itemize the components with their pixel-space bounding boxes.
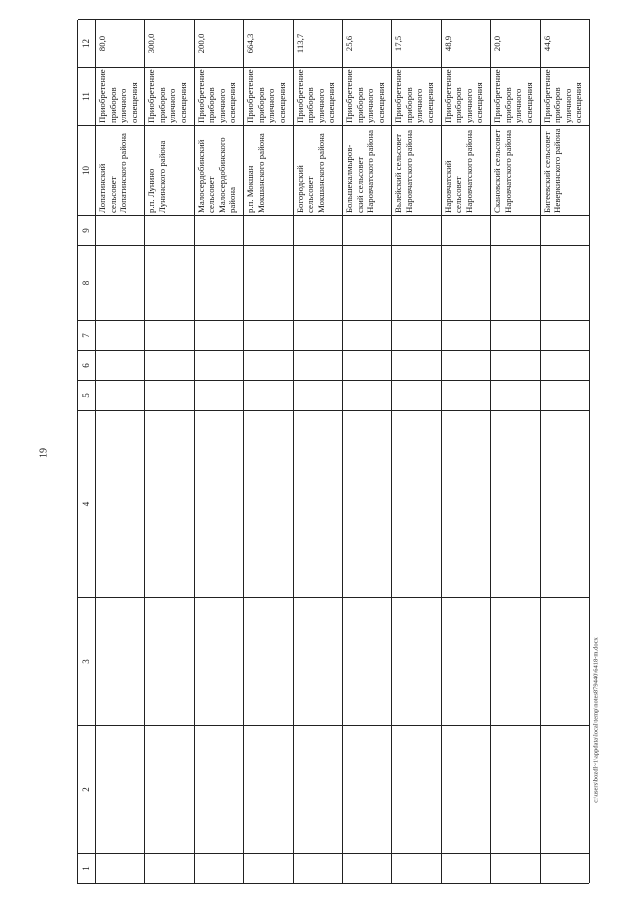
- recipient-cell: Малосердобинский сельсовет Малосердобинского района: [195, 125, 244, 215]
- empty-cell: [294, 380, 343, 410]
- amount-cell: 25,6: [343, 19, 392, 67]
- empty-cell: [195, 597, 244, 725]
- empty-cell: [244, 320, 293, 350]
- empty-cell: [294, 410, 343, 597]
- empty-cell: [195, 380, 244, 410]
- column-number-header: 11: [78, 67, 96, 125]
- purpose-cell: Приобретение приборов уличного освещения: [442, 67, 491, 125]
- empty-cell: [392, 853, 441, 883]
- empty-cell: [541, 320, 590, 350]
- recipient-cell: Вьлейский сельсовет Наровчатского района: [392, 125, 441, 215]
- empty-cell: [195, 410, 244, 597]
- column-number-header: 1: [78, 853, 96, 883]
- empty-cell: [491, 725, 540, 853]
- empty-cell: [145, 725, 194, 853]
- empty-cell: [541, 380, 590, 410]
- empty-cell: [96, 725, 145, 853]
- empty-cell: [145, 320, 194, 350]
- empty-cell: [491, 410, 540, 597]
- empty-cell: [145, 410, 194, 597]
- empty-cell: [343, 350, 392, 380]
- empty-cell: [491, 320, 540, 350]
- empty-cell: [244, 597, 293, 725]
- amount-cell: 664,3: [244, 19, 293, 67]
- empty-cell: [392, 350, 441, 380]
- empty-cell: [392, 215, 441, 245]
- column-number-header: 5: [78, 380, 96, 410]
- amount-cell: 200,0: [195, 19, 244, 67]
- purpose-cell: Приобретение приборов уличного освещения: [96, 67, 145, 125]
- empty-cell: [294, 853, 343, 883]
- empty-cell: [491, 350, 540, 380]
- empty-cell: [392, 320, 441, 350]
- recipient-cell: Большекалмыров-ский сельсовет Наровчатского района: [343, 125, 392, 215]
- amount-cell: 80,0: [96, 19, 145, 67]
- empty-cell: [195, 215, 244, 245]
- empty-cell: [541, 853, 590, 883]
- column-number-header: 2: [78, 725, 96, 853]
- column-number-header: 4: [78, 410, 96, 597]
- empty-cell: [96, 410, 145, 597]
- empty-cell: [145, 350, 194, 380]
- amount-cell: 300,0: [145, 19, 194, 67]
- empty-cell: [442, 410, 491, 597]
- recipient-cell: р.п. Мокшан Мокшанского района: [244, 125, 293, 215]
- recipient-cell: Богородский сельсовет Мокшанского района: [294, 125, 343, 215]
- empty-cell: [145, 597, 194, 725]
- empty-cell: [442, 725, 491, 853]
- recipient-cell: Бигеевский сельсовет Неверкинского района: [541, 125, 590, 215]
- empty-cell: [294, 597, 343, 725]
- empty-cell: [442, 853, 491, 883]
- column-number-header: 3: [78, 597, 96, 725]
- empty-cell: [541, 410, 590, 597]
- empty-cell: [145, 380, 194, 410]
- empty-cell: [244, 245, 293, 320]
- footer-file-path: c:\users\bozdl~1\appdata\local\temp\notes879440\6418-m.docx: [592, 637, 600, 803]
- empty-cell: [96, 853, 145, 883]
- empty-cell: [442, 380, 491, 410]
- purpose-cell: Приобретение приборов уличного освещения: [343, 67, 392, 125]
- recipient-cell: Скановский сельсовет Наровчатского района: [491, 125, 540, 215]
- column-number-header: 6: [78, 350, 96, 380]
- empty-cell: [442, 597, 491, 725]
- column-number-header: 12: [78, 19, 96, 67]
- empty-cell: [145, 853, 194, 883]
- purpose-cell: Приобретение приборов уличного освещения: [541, 67, 590, 125]
- empty-cell: [96, 320, 145, 350]
- empty-cell: [541, 215, 590, 245]
- empty-cell: [96, 350, 145, 380]
- empty-cell: [195, 245, 244, 320]
- empty-cell: [442, 245, 491, 320]
- empty-cell: [442, 350, 491, 380]
- empty-cell: [343, 380, 392, 410]
- empty-cell: [96, 245, 145, 320]
- empty-cell: [491, 245, 540, 320]
- purpose-cell: Приобретение приборов уличного освещения: [491, 67, 540, 125]
- empty-cell: [343, 410, 392, 597]
- page-number: 19: [38, 448, 50, 458]
- empty-cell: [244, 725, 293, 853]
- empty-cell: [491, 380, 540, 410]
- empty-cell: [294, 215, 343, 245]
- empty-cell: [195, 853, 244, 883]
- purpose-cell: Приобретение приборов уличного освещения: [244, 67, 293, 125]
- empty-cell: [392, 245, 441, 320]
- recipient-cell: Наровчатский сельсовет Наровчатского района: [442, 125, 491, 215]
- empty-cell: [244, 380, 293, 410]
- amount-cell: 17,5: [392, 19, 441, 67]
- empty-cell: [343, 215, 392, 245]
- empty-cell: [195, 350, 244, 380]
- empty-cell: [442, 320, 491, 350]
- column-number-header: 7: [78, 320, 96, 350]
- purpose-cell: Приобретение приборов уличного освещения: [145, 67, 194, 125]
- empty-cell: [392, 597, 441, 725]
- empty-cell: [244, 215, 293, 245]
- amount-cell: 20,0: [491, 19, 540, 67]
- empty-cell: [343, 320, 392, 350]
- purpose-cell: Приобретение приборов уличного освещения: [392, 67, 441, 125]
- recipient-cell: Лопатинский сельсовет Лопатинского района: [96, 125, 145, 215]
- empty-cell: [244, 410, 293, 597]
- empty-cell: [244, 853, 293, 883]
- amount-cell: 48,9: [442, 19, 491, 67]
- empty-cell: [541, 350, 590, 380]
- empty-cell: [541, 245, 590, 320]
- empty-cell: [96, 215, 145, 245]
- empty-cell: [442, 215, 491, 245]
- empty-cell: [96, 597, 145, 725]
- column-number-header: 9: [78, 215, 96, 245]
- empty-cell: [145, 215, 194, 245]
- amount-cell: 113,7: [294, 19, 343, 67]
- purpose-cell: Приобретение приборов уличного освещения: [294, 67, 343, 125]
- empty-cell: [541, 597, 590, 725]
- empty-cell: [96, 380, 145, 410]
- empty-cell: [294, 320, 343, 350]
- data-table: [77, 20, 589, 884]
- purpose-cell: Приобретение приборов уличного освещения: [195, 67, 244, 125]
- empty-cell: [244, 350, 293, 380]
- empty-cell: [343, 853, 392, 883]
- empty-cell: [294, 245, 343, 320]
- empty-cell: [195, 725, 244, 853]
- empty-cell: [392, 380, 441, 410]
- column-number-header: 8: [78, 245, 96, 320]
- empty-cell: [491, 853, 540, 883]
- empty-cell: [392, 725, 441, 853]
- amount-cell: 44,6: [541, 19, 590, 67]
- recipient-cell: р.п. Лунино Лунинского района: [145, 125, 194, 215]
- empty-cell: [195, 320, 244, 350]
- empty-cell: [392, 410, 441, 597]
- empty-cell: [491, 215, 540, 245]
- empty-cell: [343, 245, 392, 320]
- empty-cell: [145, 245, 194, 320]
- column-number-header: 10: [78, 125, 96, 215]
- empty-cell: [343, 725, 392, 853]
- empty-cell: [343, 597, 392, 725]
- empty-cell: [294, 350, 343, 380]
- empty-cell: [491, 597, 540, 725]
- rotated-table-container: [77, 33, 640, 884]
- empty-cell: [294, 725, 343, 853]
- empty-cell: [541, 725, 590, 853]
